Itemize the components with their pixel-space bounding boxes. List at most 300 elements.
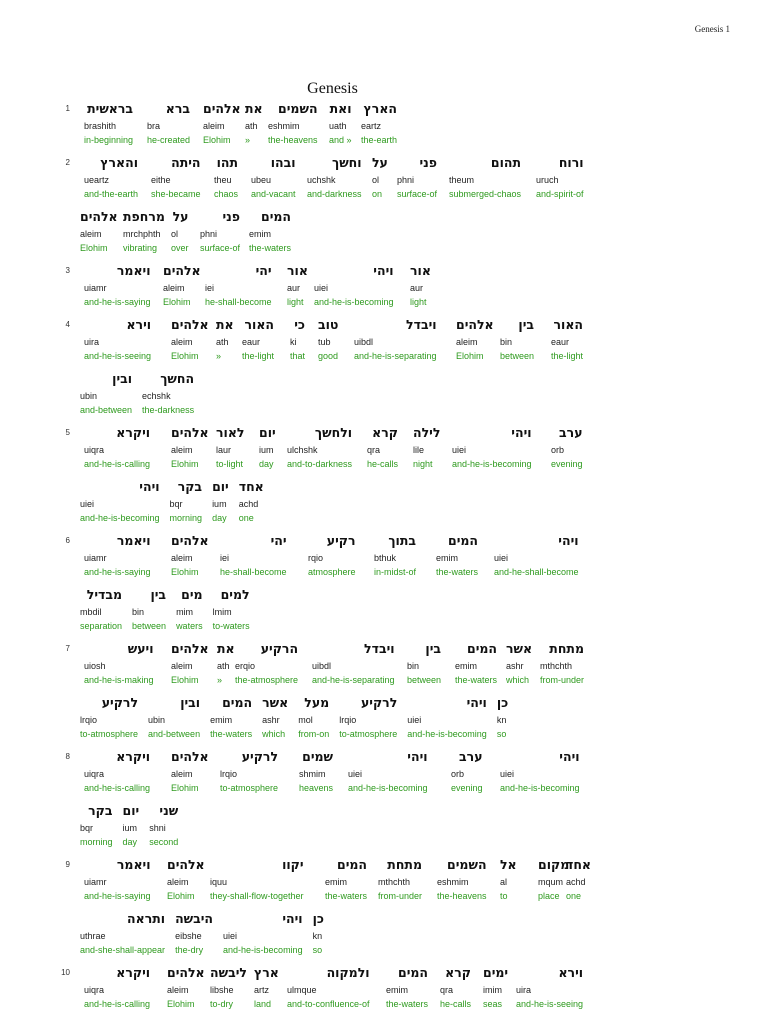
english-gloss: day bbox=[212, 513, 227, 523]
english-gloss: to-atmosphere bbox=[80, 729, 139, 739]
interlinear-word bbox=[361, 101, 397, 146]
hebrew-word: ויהי bbox=[373, 263, 394, 278]
english-gloss: the-waters bbox=[386, 999, 429, 1009]
interlinear-word bbox=[205, 263, 272, 308]
hebrew-word: ובין bbox=[112, 371, 133, 386]
interlinear-word bbox=[223, 911, 303, 956]
transliteration: ath bbox=[217, 661, 230, 671]
interlinear-word bbox=[84, 965, 150, 1010]
verse-number: 3 bbox=[65, 266, 70, 275]
english-gloss: and-he-is-seeing bbox=[84, 351, 152, 361]
english-gloss: between bbox=[407, 675, 442, 685]
interlinear-word bbox=[171, 209, 189, 254]
interlinear-word bbox=[299, 749, 333, 794]
interlinear-word bbox=[84, 317, 151, 362]
transliteration: shmim bbox=[299, 769, 326, 779]
gloss-part: face-of bbox=[212, 243, 241, 253]
interlinear-word bbox=[456, 317, 494, 362]
hebrew-word: מרחפת bbox=[123, 209, 165, 224]
english-gloss: and-he-is-calling bbox=[84, 783, 151, 793]
interlinear-word bbox=[249, 209, 291, 254]
verse-number: 10 bbox=[61, 968, 70, 977]
hebrew-word: בין bbox=[518, 317, 535, 332]
interlinear-word bbox=[213, 587, 250, 632]
transliteration: echshk bbox=[142, 391, 171, 401]
interlinear-word bbox=[325, 857, 367, 902]
interlinear-word bbox=[436, 533, 478, 578]
transliteration: uiei bbox=[348, 769, 363, 779]
hebrew-word: יום bbox=[122, 803, 140, 818]
english-gloss: the-waters bbox=[325, 891, 368, 901]
hebrew-word: וחשך bbox=[331, 155, 362, 170]
verse-number: 8 bbox=[65, 752, 70, 761]
hebrew-word: והארץ bbox=[100, 155, 139, 170]
transliteration: iquu bbox=[210, 877, 228, 887]
interlinear-word bbox=[312, 641, 395, 686]
transliteration: phni bbox=[200, 229, 218, 239]
english-gloss: the-waters bbox=[436, 567, 479, 577]
interlinear-word bbox=[290, 317, 305, 362]
english-gloss: and-between bbox=[80, 405, 133, 415]
hebrew-word: ואת bbox=[329, 101, 352, 116]
interlinear-word bbox=[203, 101, 241, 146]
english-gloss: between bbox=[132, 621, 167, 631]
transliteration: uiei bbox=[314, 283, 329, 293]
hebrew-word: יקוו bbox=[282, 857, 304, 872]
english-gloss: over bbox=[171, 243, 189, 253]
hebrew-word: טוב bbox=[318, 317, 339, 332]
hebrew-word: היתה bbox=[171, 155, 201, 170]
interlinear-word bbox=[149, 803, 178, 848]
hebrew-word: ליבשה bbox=[210, 965, 247, 980]
english-gloss: the-waters bbox=[210, 729, 253, 739]
transliteration: uiqra bbox=[84, 985, 105, 995]
hebrew-word: מקום bbox=[538, 857, 570, 872]
gloss-part: face-of bbox=[409, 189, 438, 199]
english-gloss: the-dry bbox=[175, 945, 204, 955]
hebrew-word: לילה bbox=[413, 425, 441, 440]
gloss-part: r bbox=[406, 189, 410, 199]
interlinear-word bbox=[287, 425, 352, 470]
interlinear-word bbox=[84, 857, 151, 902]
hebrew-word: אלהים bbox=[171, 749, 209, 764]
hebrew-word: תהו bbox=[216, 155, 239, 170]
hebrew-word: אור bbox=[410, 263, 431, 278]
hebrew-word: אלהים bbox=[171, 317, 209, 332]
english-gloss: in-midst-of bbox=[374, 567, 417, 577]
hebrew-word: ויבדל bbox=[364, 641, 395, 656]
english-gloss: Elohim bbox=[80, 243, 108, 253]
interlinear-word bbox=[210, 965, 247, 1010]
english-gloss: to-dry bbox=[210, 999, 234, 1009]
transliteration: eibshe bbox=[175, 931, 202, 941]
interlinear-word bbox=[397, 155, 437, 200]
interlinear-word bbox=[251, 155, 296, 200]
transliteration: uiei bbox=[500, 769, 515, 779]
transliteration: orb bbox=[551, 445, 565, 455]
interlinear-word bbox=[123, 209, 165, 254]
transliteration: ulmque bbox=[287, 985, 317, 995]
interlinear-word bbox=[413, 425, 440, 470]
transliteration: qra bbox=[440, 985, 454, 995]
hebrew-word: בראשית bbox=[87, 101, 134, 116]
transliteration: ath bbox=[216, 337, 229, 347]
transliteration: iei bbox=[205, 283, 215, 293]
interlinear-word bbox=[132, 587, 166, 632]
hebrew-word: ויקרא bbox=[116, 749, 151, 764]
gloss-part: su bbox=[397, 189, 407, 199]
transliteration: al bbox=[500, 877, 508, 887]
hebrew-word: רקיע bbox=[326, 533, 356, 548]
english-gloss: to bbox=[500, 891, 508, 901]
transliteration: lrqio bbox=[220, 769, 238, 779]
english-gloss: good bbox=[318, 351, 339, 361]
english-gloss: from-under bbox=[378, 891, 423, 901]
english-gloss: and-he-shall-become bbox=[494, 567, 579, 577]
interlinear-word bbox=[497, 695, 508, 740]
transliteration: aleim bbox=[456, 337, 478, 347]
interlinear-word bbox=[142, 371, 194, 416]
hebrew-word: אלהים bbox=[171, 425, 209, 440]
interlinear-word bbox=[372, 155, 388, 200]
english-gloss: second bbox=[149, 837, 179, 847]
hebrew-word: ולמקוה bbox=[326, 965, 370, 980]
hebrew-word: ארץ bbox=[254, 965, 279, 980]
hebrew-word: החשך bbox=[160, 371, 195, 386]
hebrew-word: ותראה bbox=[127, 911, 166, 926]
verse-number: 9 bbox=[65, 860, 70, 869]
transliteration: aur bbox=[410, 283, 424, 293]
english-gloss: and-to-confluence-of bbox=[287, 999, 370, 1009]
hebrew-word: המים bbox=[222, 695, 253, 710]
english-gloss: Elohim bbox=[167, 999, 195, 1009]
interlinear-word bbox=[318, 317, 338, 362]
transliteration: bin bbox=[132, 607, 145, 617]
interlinear-word bbox=[148, 695, 200, 740]
interlinear-word bbox=[538, 857, 569, 902]
transliteration: uiei bbox=[407, 715, 422, 725]
english-gloss: Elohim bbox=[171, 783, 199, 793]
transliteration: orb bbox=[451, 769, 465, 779]
hebrew-word: ובין bbox=[180, 695, 201, 710]
interlinear-word bbox=[147, 101, 190, 146]
english-gloss: she-became bbox=[151, 189, 201, 199]
english-gloss: he-calls bbox=[440, 999, 472, 1009]
english-gloss: waters bbox=[176, 621, 203, 631]
english-gloss: one bbox=[566, 891, 582, 901]
hebrew-word: תהום bbox=[490, 155, 522, 170]
transliteration: mrchphth bbox=[123, 229, 161, 239]
english-gloss: light bbox=[410, 297, 427, 307]
running-head: Genesis 1 bbox=[694, 24, 730, 34]
transliteration: iei bbox=[220, 553, 230, 563]
hebrew-word: אור bbox=[287, 263, 308, 278]
hebrew-word: מבדיל bbox=[86, 587, 123, 602]
transliteration: aleim bbox=[171, 337, 193, 347]
hebrew-word: ויבדל bbox=[406, 317, 437, 332]
english-gloss: » bbox=[245, 135, 251, 145]
english-gloss: submerged-chaos bbox=[449, 189, 522, 199]
transliteration: eithe bbox=[151, 175, 171, 185]
english-gloss bbox=[200, 243, 240, 254]
hebrew-word: ובהו bbox=[270, 155, 296, 170]
interlinear-word bbox=[500, 749, 580, 794]
interlinear-word bbox=[220, 749, 278, 794]
interlinear-word bbox=[452, 425, 532, 470]
english-gloss: they-shall-flow-together bbox=[210, 891, 304, 901]
interlinear-word bbox=[170, 479, 203, 524]
english-gloss: the-earth bbox=[361, 135, 398, 145]
english-gloss: and-he-is-becoming bbox=[407, 729, 487, 739]
english-gloss: and-the-earth bbox=[84, 189, 139, 199]
interlinear-word bbox=[500, 857, 517, 902]
interlinear-word bbox=[171, 749, 209, 794]
english-gloss: and-he-is-calling bbox=[84, 999, 151, 1009]
hebrew-word: אלהים bbox=[171, 533, 209, 548]
transliteration: mthchth bbox=[378, 877, 411, 887]
transliteration: lmim bbox=[212, 607, 232, 617]
hebrew-word: המים bbox=[467, 641, 498, 656]
transliteration: brashith bbox=[84, 121, 117, 131]
hebrew-word: ימים bbox=[483, 965, 509, 980]
hebrew-word: אלהים bbox=[167, 965, 205, 980]
english-gloss: separation bbox=[80, 621, 123, 631]
english-gloss: evening bbox=[551, 459, 583, 469]
interlinear-word bbox=[176, 587, 203, 632]
interlinear-word bbox=[516, 965, 583, 1010]
hebrew-word: אלהים bbox=[80, 209, 118, 224]
interlinear-word bbox=[216, 425, 244, 470]
hebrew-word: האור bbox=[553, 317, 584, 332]
transliteration: mbdil bbox=[80, 607, 102, 617]
interlinear-word bbox=[80, 911, 165, 956]
hebrew-word: את bbox=[217, 641, 235, 656]
english-gloss: and-vacant bbox=[251, 189, 296, 199]
english-gloss: the-light bbox=[242, 351, 275, 361]
interlinear-word bbox=[455, 641, 497, 686]
english-gloss: so bbox=[496, 729, 507, 739]
transliteration: bqr bbox=[80, 823, 94, 833]
interlinear-word bbox=[151, 155, 201, 200]
english-gloss: and-darkness bbox=[307, 189, 362, 199]
hebrew-word: למים bbox=[220, 587, 250, 602]
transliteration: bin bbox=[407, 661, 420, 671]
transliteration: lile bbox=[413, 445, 425, 455]
transliteration: ium bbox=[122, 823, 138, 833]
hebrew-word: המים bbox=[448, 533, 479, 548]
transliteration: ashr bbox=[506, 661, 524, 671]
transliteration: uiamr bbox=[84, 283, 107, 293]
transliteration: ulchshk bbox=[287, 445, 318, 455]
interlinear-word bbox=[339, 695, 397, 740]
hebrew-word: כן bbox=[496, 695, 509, 710]
interlinear-word bbox=[80, 371, 132, 416]
transliteration: ium bbox=[212, 499, 227, 509]
english-gloss: » bbox=[216, 351, 222, 361]
interlinear-word bbox=[163, 263, 201, 308]
interlinear-word bbox=[483, 965, 508, 1010]
transliteration: artz bbox=[254, 985, 270, 995]
verse-number: 5 bbox=[65, 428, 70, 437]
english-gloss: and-spirit-of bbox=[536, 189, 584, 199]
interlinear-word bbox=[84, 263, 151, 308]
english-gloss: he-created bbox=[147, 135, 191, 145]
transliteration: uruch bbox=[536, 175, 559, 185]
english-gloss: Elohim bbox=[456, 351, 484, 361]
interlinear-word bbox=[123, 803, 140, 848]
interlinear-word bbox=[314, 263, 394, 308]
transliteration: uiqra bbox=[84, 445, 105, 455]
hebrew-word: יום bbox=[212, 479, 229, 494]
transliteration: aleim bbox=[167, 985, 189, 995]
english-gloss: between bbox=[500, 351, 535, 361]
hebrew-word: כי bbox=[294, 317, 306, 332]
transliteration: ashr bbox=[262, 715, 280, 725]
english-gloss: Elohim bbox=[163, 297, 191, 307]
interlinear-word bbox=[239, 479, 264, 524]
transliteration: eshmim bbox=[268, 121, 300, 131]
hebrew-word: ויאמר bbox=[116, 533, 151, 548]
english-gloss: day bbox=[122, 837, 138, 847]
interlinear-word bbox=[298, 695, 329, 740]
interlinear-word bbox=[287, 263, 308, 308]
interlinear-word bbox=[367, 425, 398, 470]
interlinear-word bbox=[84, 425, 150, 470]
english-gloss: one bbox=[238, 513, 254, 523]
interlinear-word bbox=[536, 155, 584, 200]
hebrew-word: פני bbox=[222, 209, 241, 224]
transliteration: ki bbox=[290, 337, 297, 347]
verse-number: 4 bbox=[65, 320, 70, 329]
interlinear-word bbox=[167, 965, 205, 1010]
transliteration: ubeu bbox=[251, 175, 272, 185]
interlinear-word bbox=[254, 965, 279, 1010]
transliteration: aleim bbox=[171, 769, 193, 779]
interlinear-word bbox=[171, 425, 209, 470]
hebrew-word: ויאמר bbox=[116, 857, 151, 872]
transliteration: uiosh bbox=[84, 661, 106, 671]
transliteration: lrqio bbox=[339, 715, 357, 725]
interlinear-word bbox=[80, 803, 113, 848]
english-gloss: in-beginning bbox=[84, 135, 134, 145]
english-gloss: on bbox=[372, 189, 383, 199]
english-gloss: he-shall-become bbox=[205, 297, 272, 307]
english-gloss: and » bbox=[329, 135, 352, 145]
english-gloss: which bbox=[262, 729, 286, 739]
transliteration: uchshk bbox=[307, 175, 336, 185]
english-gloss: and-he-is-saying bbox=[84, 891, 151, 901]
transliteration: eartz bbox=[361, 121, 382, 131]
transliteration: uira bbox=[516, 985, 532, 995]
interlinear-word bbox=[374, 533, 416, 578]
interlinear-word bbox=[167, 857, 205, 902]
transliteration: aleim bbox=[167, 877, 189, 887]
hebrew-word: מתחת bbox=[549, 641, 585, 656]
transliteration: ol bbox=[372, 175, 380, 185]
hebrew-word: את bbox=[216, 317, 234, 332]
interlinear-word bbox=[268, 101, 318, 146]
interlinear-word bbox=[220, 533, 287, 578]
transliteration: ueartz bbox=[84, 175, 110, 185]
english-gloss: heavens bbox=[299, 783, 334, 793]
transliteration: emim bbox=[455, 661, 477, 671]
interlinear-word bbox=[348, 749, 428, 794]
transliteration: emim bbox=[386, 985, 408, 995]
interlinear-word bbox=[506, 641, 532, 686]
transliteration: uath bbox=[329, 121, 347, 131]
english-gloss: and-between bbox=[148, 729, 201, 739]
english-gloss: and-he-is-saying bbox=[84, 567, 151, 577]
english-gloss: Elohim bbox=[171, 351, 199, 361]
english-gloss: night bbox=[413, 459, 433, 469]
transliteration: ath bbox=[245, 121, 258, 131]
english-gloss: to-light bbox=[216, 459, 244, 469]
hebrew-word: ערב bbox=[459, 749, 483, 764]
hebrew-word: כן bbox=[312, 911, 324, 926]
hebrew-word: לרקיע bbox=[241, 749, 279, 764]
english-gloss: that bbox=[290, 351, 306, 361]
interlinear-word bbox=[307, 155, 362, 200]
english-gloss: he-shall-become bbox=[220, 567, 287, 577]
hebrew-word: בתוך bbox=[388, 533, 417, 548]
transliteration: aleim bbox=[80, 229, 102, 239]
interlinear-word bbox=[407, 641, 441, 686]
hebrew-word: האור bbox=[244, 317, 275, 332]
transliteration: uiei bbox=[452, 445, 467, 455]
book-title: Genesis bbox=[307, 80, 358, 97]
hebrew-word: הרקיע bbox=[260, 641, 299, 656]
transliteration: ium bbox=[259, 445, 274, 455]
transliteration: bqr bbox=[169, 499, 183, 509]
interlinear-word bbox=[171, 641, 209, 686]
hebrew-word: ויהי bbox=[558, 533, 579, 548]
hebrew-word: אשר bbox=[262, 695, 289, 710]
interlinear-word bbox=[410, 263, 431, 308]
interlinear-word bbox=[449, 155, 521, 200]
hebrew-word: וירא bbox=[558, 965, 584, 980]
interlinear-word bbox=[494, 533, 579, 578]
transliteration: imim bbox=[483, 985, 502, 995]
interlinear-word bbox=[210, 695, 252, 740]
transliteration: phni bbox=[397, 175, 415, 185]
hebrew-word: המים bbox=[398, 965, 429, 980]
english-gloss: light bbox=[287, 297, 304, 307]
transliteration: libshe bbox=[210, 985, 234, 995]
interlinear-word bbox=[84, 155, 138, 200]
hebrew-word: ויקרא bbox=[116, 425, 151, 440]
interlinear-word bbox=[80, 209, 118, 254]
hebrew-word: את bbox=[245, 101, 263, 116]
transliteration: aleim bbox=[171, 553, 193, 563]
interlinear-word bbox=[259, 425, 276, 470]
interlinear-word bbox=[378, 857, 422, 902]
hebrew-word: וירא bbox=[126, 317, 152, 332]
hebrew-word: המים bbox=[261, 209, 292, 224]
transliteration: bthuk bbox=[374, 553, 397, 563]
english-gloss: atmosphere bbox=[308, 567, 356, 577]
gloss-part: r bbox=[209, 243, 213, 253]
hebrew-word: אשר bbox=[506, 641, 533, 656]
hebrew-word: אלהים bbox=[167, 857, 205, 872]
transliteration: uiqra bbox=[84, 769, 105, 779]
interlinear-word bbox=[437, 857, 487, 902]
transliteration: ubin bbox=[80, 391, 98, 401]
english-gloss: seas bbox=[483, 999, 503, 1009]
transliteration: lrqio bbox=[80, 715, 98, 725]
transliteration: bin bbox=[500, 337, 513, 347]
english-gloss: which bbox=[506, 675, 530, 685]
hebrew-word: אלהים bbox=[203, 101, 241, 116]
